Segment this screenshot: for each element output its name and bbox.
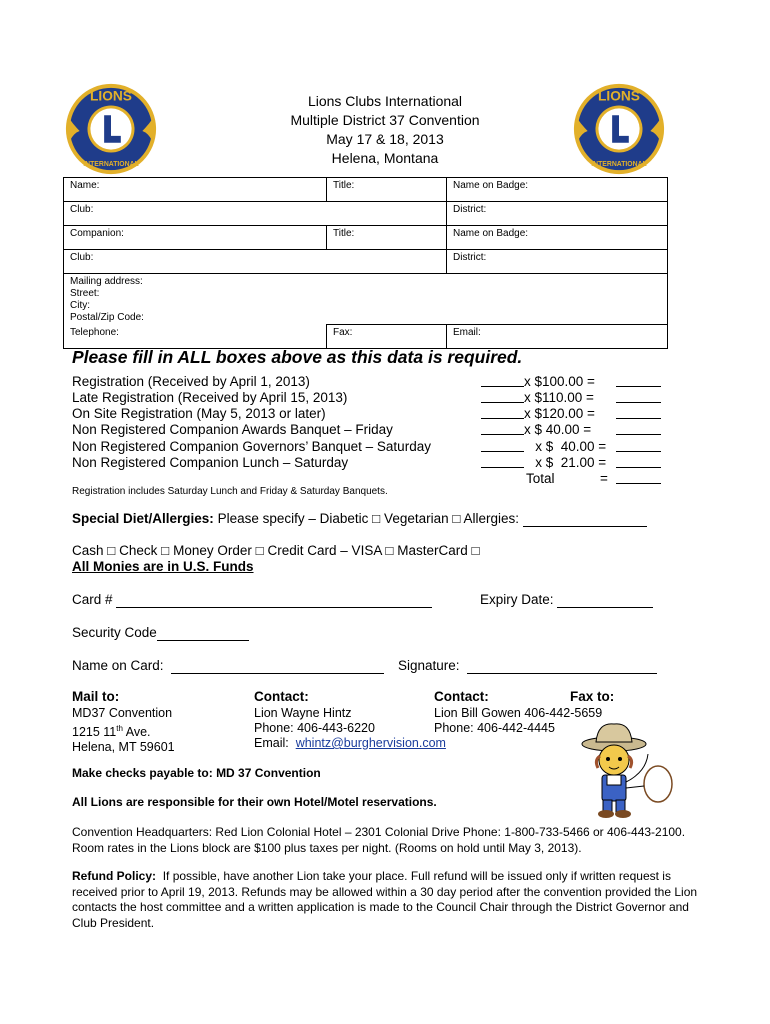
refund-policy-paragraph: Refund Policy: If possible, have another Lion take your place. Full refund will be issued only if written request is received prior to April 19, 2013. Refunds may be allowed within a 30 day period after the convention provided the Lion contacts the host committee and a written application is made to the Council Chair through the District Governor and Club President. [72,869,698,930]
expiry-blank[interactable] [557,593,653,608]
total-label: Total [526,471,555,486]
logo-top-text: LIONS [90,88,132,104]
header-line1: Lions Clubs International [307,93,463,109]
funds-note: All Monies are in U.S. Funds [72,559,254,574]
mailing-address-field[interactable]: Mailing address: Street: City: Postal/Zip Code: [64,274,668,325]
companion-field[interactable]: Companion: [64,226,327,250]
total-row [72,470,672,487]
qty-blank[interactable] [481,421,524,435]
card-number-blank[interactable] [116,593,432,608]
title-field[interactable]: Title: [327,178,447,202]
name-on-card-blank[interactable] [171,659,384,674]
expiry-line: Expiry Date: [480,591,653,608]
fee-row: Late Registration (Received by April 15, 2013) x $110.00 = [72,389,672,406]
checks-payable-note: Make checks payable to: MD 37 Convention [72,766,321,780]
includes-note: Registration includes Saturday Lunch and Friday & Saturday Banquets. [72,486,388,497]
amount-blank[interactable] [616,373,661,387]
contact2-column: Contact: Fax to: Lion Bill Gowen 406-442-5659 Phone: 406-442-4445 [434,689,615,735]
logo-top-text-right: LIONS [598,88,640,104]
security-code-line: Security Code [72,624,249,641]
qty-blank[interactable] [481,389,524,403]
header-line2: Multiple District 37 Convention [290,112,480,128]
registration-form-table [63,177,668,349]
qty-blank[interactable] [481,405,524,419]
email-field[interactable]: Email: [447,325,668,349]
logo-bottom-text: INTERNATIONAL [83,161,139,169]
amount-blank[interactable] [616,438,661,452]
email-link[interactable]: whintz@burghervision.com [295,736,446,750]
fee-row: On Site Registration (May 5, 2013 or later) x $120.00 = [72,405,672,422]
total-eq: = [600,471,608,486]
lions-logo-left [62,80,160,178]
name-on-card-line: Name on Card: [72,657,384,674]
fee-row: Registration (Received by April 1, 2013) x $100.00 = [72,373,672,390]
payment-options[interactable]: Cash □ Check □ Money Order □ Credit Card – VISA □ MasterCard □ [72,543,480,558]
document-header [200,92,570,168]
security-code-blank[interactable] [157,626,249,641]
mail-to-column: Mail to: MD37 Convention 1215 11th Ave. Helena, MT 59601 [72,689,175,755]
companion-club-field[interactable]: Club: [64,250,447,274]
header-line4: Helena, Montana [331,150,439,166]
header-line3: May 17 & 18, 2013 [326,131,444,147]
district-field[interactable]: District: [447,202,668,226]
fee-row: Non Registered Companion Governors’ Banquet – Saturday x $ 40.00 = [72,438,672,455]
amount-blank[interactable] [616,454,661,468]
qty-blank[interactable] [481,373,524,387]
amount-blank[interactable] [616,421,661,435]
signature-line: Signature: [398,657,657,674]
qty-blank[interactable] [481,454,524,468]
required-note: Please fill in ALL boxes above as this data is required. [72,347,523,367]
card-number-line: Card # [72,591,432,608]
logo-bottom-text-right: INTERNATIONAL [591,161,647,169]
companion-badge-field[interactable]: Name on Badge: [447,226,668,250]
lions-logo-right [570,80,668,178]
signature-blank[interactable] [467,659,657,674]
name-field[interactable]: Name: [64,178,327,202]
companion-district-field[interactable]: District: [447,250,668,274]
fee-row: Non Registered Companion Lunch – Saturday x $ 21.00 = [72,454,672,471]
qty-blank[interactable] [481,438,524,452]
hotel-note: All Lions are responsible for their own Hotel/Motel reservations. [72,795,437,809]
special-diet-line: Special Diet/Allergies: Please specify – Diabetic □ Vegetarian □ Allergies: [72,510,647,527]
headquarters-paragraph: Convention Headquarters: Red Lion Colonial Hotel – 2301 Colonial Drive Phone: 1-800-733-5466 or 406-443-2100. Room rates in the Lions block are $100 plus taxes per night. (Rooms on hold until May 3, 2013). [72,825,686,855]
amount-blank[interactable] [616,405,661,419]
companion-title-field[interactable]: Title: [327,226,447,250]
fax-field[interactable]: Fax: [327,325,447,349]
fee-row: Non Registered Companion Awards Banquet – Friday x $ 40.00 = [72,421,672,438]
allergies-blank[interactable] [523,512,647,527]
telephone-field[interactable]: Telephone: [64,325,327,349]
name-on-badge-field[interactable]: Name on Badge: [447,178,668,202]
total-amount-blank[interactable] [616,470,661,484]
club-field[interactable]: Club: [64,202,447,226]
contact1-column: Contact: Lion Wayne Hintz Phone: 406-443-6220 Email: whintz@burghervision.com [254,689,446,750]
amount-blank[interactable] [616,389,661,403]
